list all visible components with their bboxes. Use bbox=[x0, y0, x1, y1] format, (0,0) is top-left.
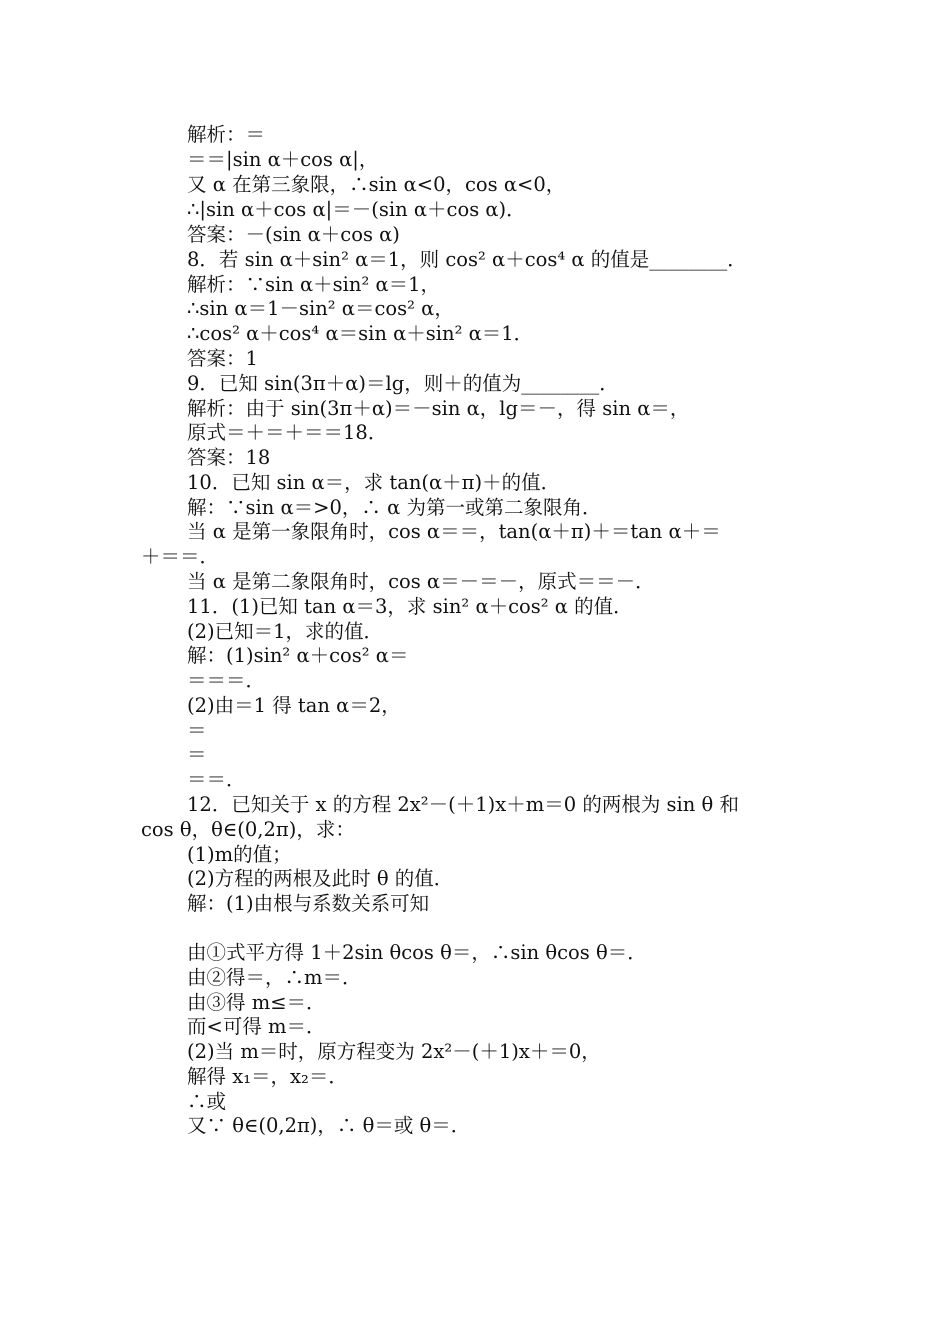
text-line: ＝＝＝． bbox=[187, 669, 266, 692]
text-line: 由①式平方得 1＋2sin θcos θ＝，∴sin θcos θ＝． bbox=[187, 941, 647, 964]
text-line: (2)方程的两根及此时 θ 的值． bbox=[187, 867, 454, 890]
text-line: 由③得 m≤＝． bbox=[187, 991, 326, 1014]
text-line: (1)m的值； bbox=[187, 843, 292, 866]
text-line: 10．已知 sin α＝，求 tan(α＋π)＋的值． bbox=[187, 471, 561, 494]
text-line: 由②得＝，∴m＝． bbox=[187, 966, 362, 989]
text-line: 12．已知关于 x 的方程 2x²－(＋1)x＋m＝0 的两根为 sin θ 和 bbox=[187, 793, 739, 816]
text-line: 解析：∵sin α＋sin² α＝1， bbox=[187, 273, 441, 296]
text-line: ＝＝|sin α＋cos α|， bbox=[187, 148, 379, 171]
text-line: 解得 x₁＝，x₂＝． bbox=[187, 1065, 348, 1088]
text-line: ＝ bbox=[187, 719, 207, 742]
text-line: ＝＝． bbox=[187, 768, 246, 791]
text-line: 又∵ θ∈(0,2π)，∴ θ＝或 θ＝． bbox=[187, 1114, 471, 1137]
text-line: 而<可得 m＝． bbox=[187, 1015, 326, 1038]
text-line: ∴或 bbox=[187, 1090, 227, 1113]
text-line: 答案：1 bbox=[187, 347, 258, 370]
text-line: 解：(1)sin² α＋cos² α＝ bbox=[187, 644, 409, 667]
text-line: 解：(1)由根与系数关系可知 bbox=[187, 892, 430, 915]
text-line: 解析：＝ bbox=[187, 123, 266, 146]
text-line: 9．已知 sin(3π＋α)＝lg，则＋的值为________． bbox=[187, 372, 619, 395]
text-line: ∴sin α＝1－sin² α＝cos² α， bbox=[187, 297, 454, 320]
text-line: ∴|sin α＋cos α|＝－(sin α＋cos α)． bbox=[187, 198, 526, 221]
text-line: (2)已知＝1，求的值． bbox=[187, 620, 384, 643]
text-line: 又 α 在第三象限，∴sin α<0，cos α<0， bbox=[187, 173, 566, 196]
text-line: 8．若 sin α＋sin² α＝1，则 cos² α＋cos⁴ α 的值是________． bbox=[187, 248, 747, 271]
text-line: 当 α 是第一象限角时，cos α＝＝，tan(α＋π)＋＝tan α＋＝ bbox=[187, 520, 721, 543]
text-line: ＋＝＝． bbox=[141, 545, 220, 568]
text-line: 答案：18 bbox=[187, 446, 271, 469]
text-line: 11．(1)已知 tan α＝3，求 sin² α＋cos² α 的值． bbox=[187, 595, 633, 618]
text-line: 解：∵sin α＝>0，∴ α 为第一或第二象限角． bbox=[187, 496, 602, 519]
text-line: ＝ bbox=[187, 743, 207, 766]
text-line: ∴cos² α＋cos⁴ α＝sin α＋sin² α＝1． bbox=[187, 322, 534, 345]
text-line: (2)当 m＝时，原方程变为 2x²－(＋1)x＋＝0， bbox=[187, 1040, 601, 1063]
text-line: cos θ，θ∈(0,2π)，求： bbox=[141, 818, 355, 841]
text-line: 解析：由于 sin(3π＋α)＝－sin α，lg＝－，得 sin α＝， bbox=[187, 397, 690, 420]
text-line: 当 α 是第二象限角时，cos α＝－＝－，原式＝＝－． bbox=[187, 570, 655, 593]
text-line: 原式＝＋＝＋＝＝18． bbox=[187, 421, 388, 444]
text-line: (2)由＝1 得 tan α＝2， bbox=[187, 694, 401, 717]
text-line: 答案：－(sin α＋cos α) bbox=[187, 223, 400, 246]
